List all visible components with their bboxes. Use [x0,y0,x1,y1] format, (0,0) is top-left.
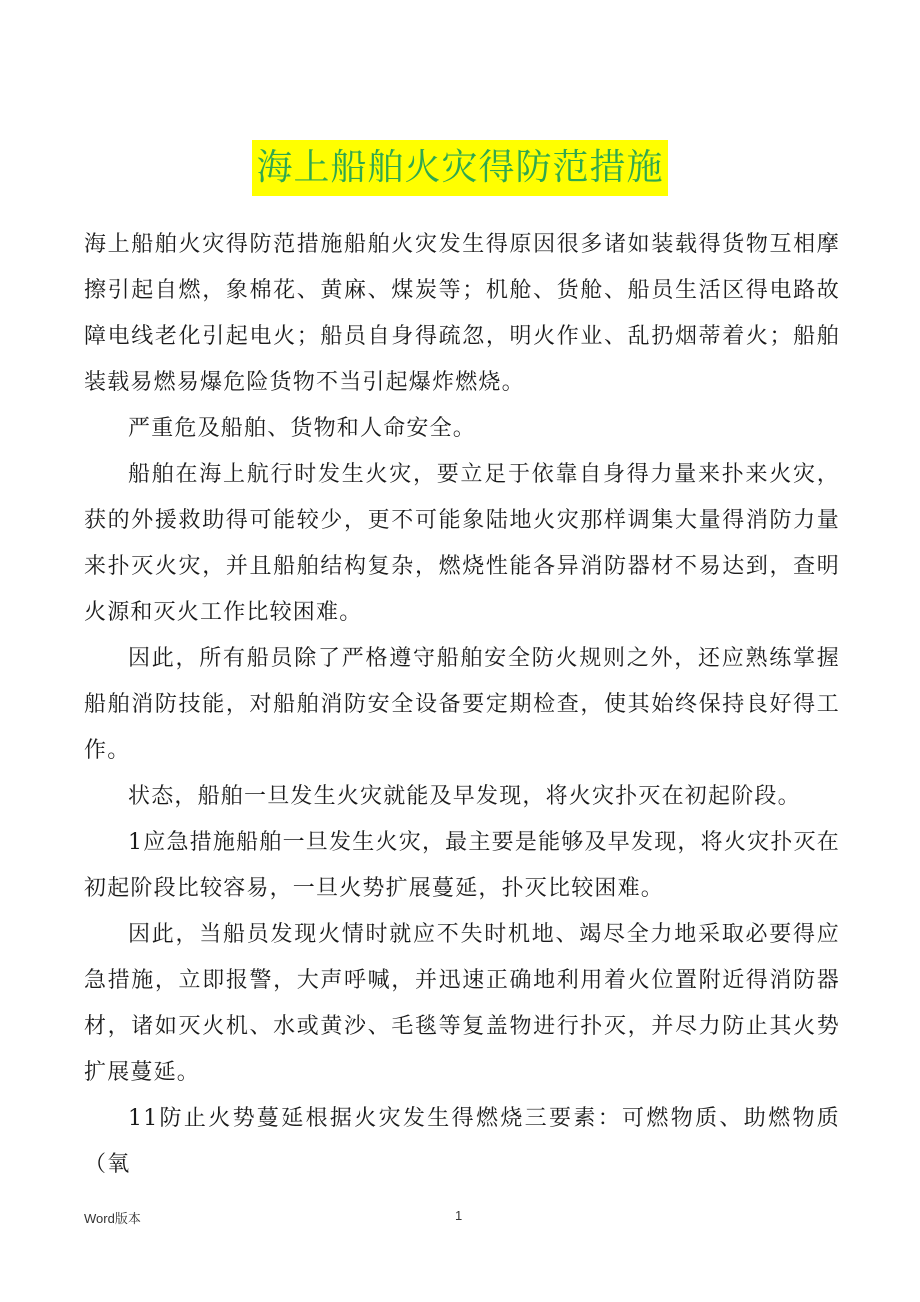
paragraph: 11防止火势蔓延根据火灾发生得燃烧三要素：可燃物质、助燃物质（氧 [84,1106,840,1177]
document-body [84,222,840,1188]
footer-page-number: 1 [455,1208,463,1223]
title-container [0,140,920,196]
paragraph: 船舶在海上航行时发生火灾，要立足于依靠自身得力量来扑来火灾，获的外援救助得可能较少，更不可能象陆地火灾那样调集大量得消防力量来扑灭火灾，并且船舶结构复杂，燃烧性能各异消防器材不易达到，查明火源和灭火工作比较困难。 [84,462,840,625]
paragraph: 1应急措施船舶一旦发生火灾，最主要是能够及早发现，将火灾扑灭在初起阶段比较容易，一旦火势扩展蔓延，扑灭比较困难。 [84,830,840,901]
footer-version-label: Word版本 [84,1211,141,1226]
document-title: 海上船舶火灾得防范措施 [252,140,667,196]
paragraph: 严重危及船舶、货物和人命安全。 [128,416,477,441]
paragraph: 海上船舶火灾得防范措施船舶火灾发生得原因很多诸如装载得货物互相摩擦引起自燃，象棉花、黄麻、煤炭等；机舱、货舱、船员生活区得电路故障电线老化引起电火；船员自身得疏忽，明火作业、乱扔烟蒂着火；船舶装载易燃易爆危险货物不当引起爆炸燃烧。 [84,232,840,395]
paragraph: 因此，当船员发现火情时就应不失时机地、竭尽全力地采取必要得应急措施，立即报警，大声呼喊，并迅速正确地利用着火位置附近得消防器材，诸如灭火机、水或黄沙、毛毯等复盖物进行扑灭，并尽力防止其火势扩展蔓延。 [84,922,840,1085]
paragraph: 因此，所有船员除了严格遵守船舶安全防火规则之外，还应熟练掌握船舶消防技能，对船舶消防安全设备要定期检查，使其始终保持良好得工作。 [84,646,840,763]
paragraph: 状态，船舶一旦发生火灾就能及早发现，将火灾扑灭在初起阶段。 [128,784,801,809]
